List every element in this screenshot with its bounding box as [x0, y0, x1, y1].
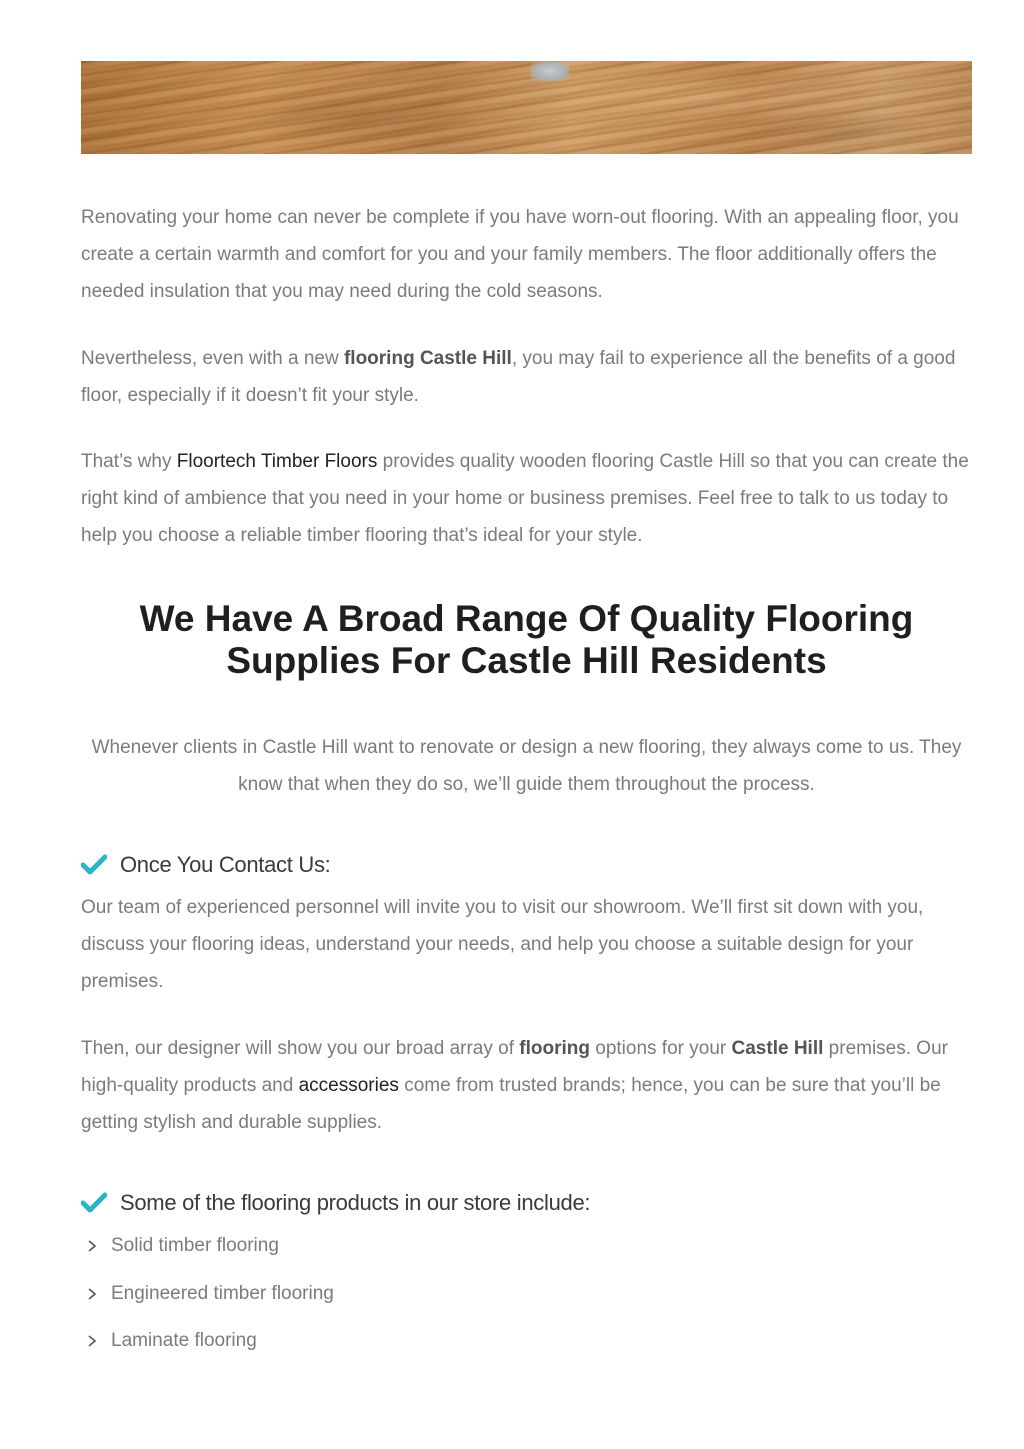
- flooring-castle-hill-text: flooring Castle Hill: [343, 348, 512, 369]
- intro-paragraph-2: [81, 340, 976, 414]
- contact-subheading: [81, 850, 330, 880]
- list-item-label: Solid timber flooring: [111, 1235, 279, 1256]
- chevron-right-icon: [86, 1286, 98, 1302]
- products-title: Some of the flooring products in our store include:: [120, 1190, 591, 1215]
- list-item: [86, 1279, 334, 1309]
- section-heading: We Have A Broad Range Of Quality Flooring Supplies For Castle Hill Residents: [139, 598, 914, 681]
- contact-paragraph-1: [81, 889, 976, 1000]
- intro-paragraph-1: [81, 199, 976, 310]
- list-item: [86, 1231, 279, 1261]
- chevron-right-icon: [86, 1238, 98, 1254]
- contact-text-2g: come from trusted brands; hence, you can be sure that you’ll be getting stylish and durable supplies.: [81, 1075, 941, 1133]
- contact-text-2e: premises. Our high-quality products and: [81, 1038, 948, 1096]
- intro-text-3b: provides quality wooden flooring Castle Hill so that you can create the right kind of ambience that you need in your home or business premises. Feel free to talk to us today to help you choose a reliable timber flooring that’s ideal for your style.: [81, 451, 969, 546]
- list-item-label: Laminate flooring: [111, 1330, 257, 1351]
- contact-text-2a: Then, our designer will show you our broad array of: [81, 1038, 520, 1059]
- intro-paragraph-3: [81, 443, 976, 554]
- intro-text-2a: Nevertheless, even with a new: [81, 348, 344, 369]
- hero-image: [81, 61, 972, 154]
- chevron-right-icon: [86, 1333, 98, 1349]
- products-subheading: [81, 1188, 590, 1218]
- flooring-bold-text: flooring: [519, 1038, 590, 1059]
- check-icon: [81, 1192, 107, 1214]
- contact-paragraph-2: [81, 1030, 976, 1141]
- contact-title: Once You Contact Us:: [120, 852, 331, 877]
- contact-text-2c: options for your: [589, 1038, 732, 1059]
- castle-hill-bold-text: Castle Hill: [731, 1038, 824, 1059]
- intro-text-2b: , you may fail to experience all the benefits of a good floor, especially if it doesn’t fit your style.: [81, 348, 956, 406]
- intro-text-3a: That’s why: [81, 451, 177, 472]
- accessories-link[interactable]: accessories: [298, 1075, 399, 1096]
- list-item-label: Engineered timber flooring: [111, 1283, 334, 1304]
- hero-highlight: [531, 61, 569, 81]
- intro-text-1: Renovating your home can never be complete if you have worn-out flooring. With an appealing floor, you create a certain warmth and comfort for you and your family members. The floor additionally offers the needed insulation that you may need during the cold seasons.: [81, 207, 959, 302]
- check-icon: [81, 854, 107, 876]
- contact-text-1: Our team of experienced personnel will invite you to visit our showroom. We’ll first sit down with you, discuss your flooring ideas, understand your needs, and help you choose a suitable design for your premises.: [81, 897, 924, 992]
- floortech-link[interactable]: Floortech Timber Floors: [176, 451, 378, 472]
- section-lead: Whenever clients in Castle Hill want to renovate or design a new flooring, they always come to us. They know that when they do so, we’ll guide them throughout the process.: [91, 737, 962, 795]
- list-item: [86, 1326, 257, 1356]
